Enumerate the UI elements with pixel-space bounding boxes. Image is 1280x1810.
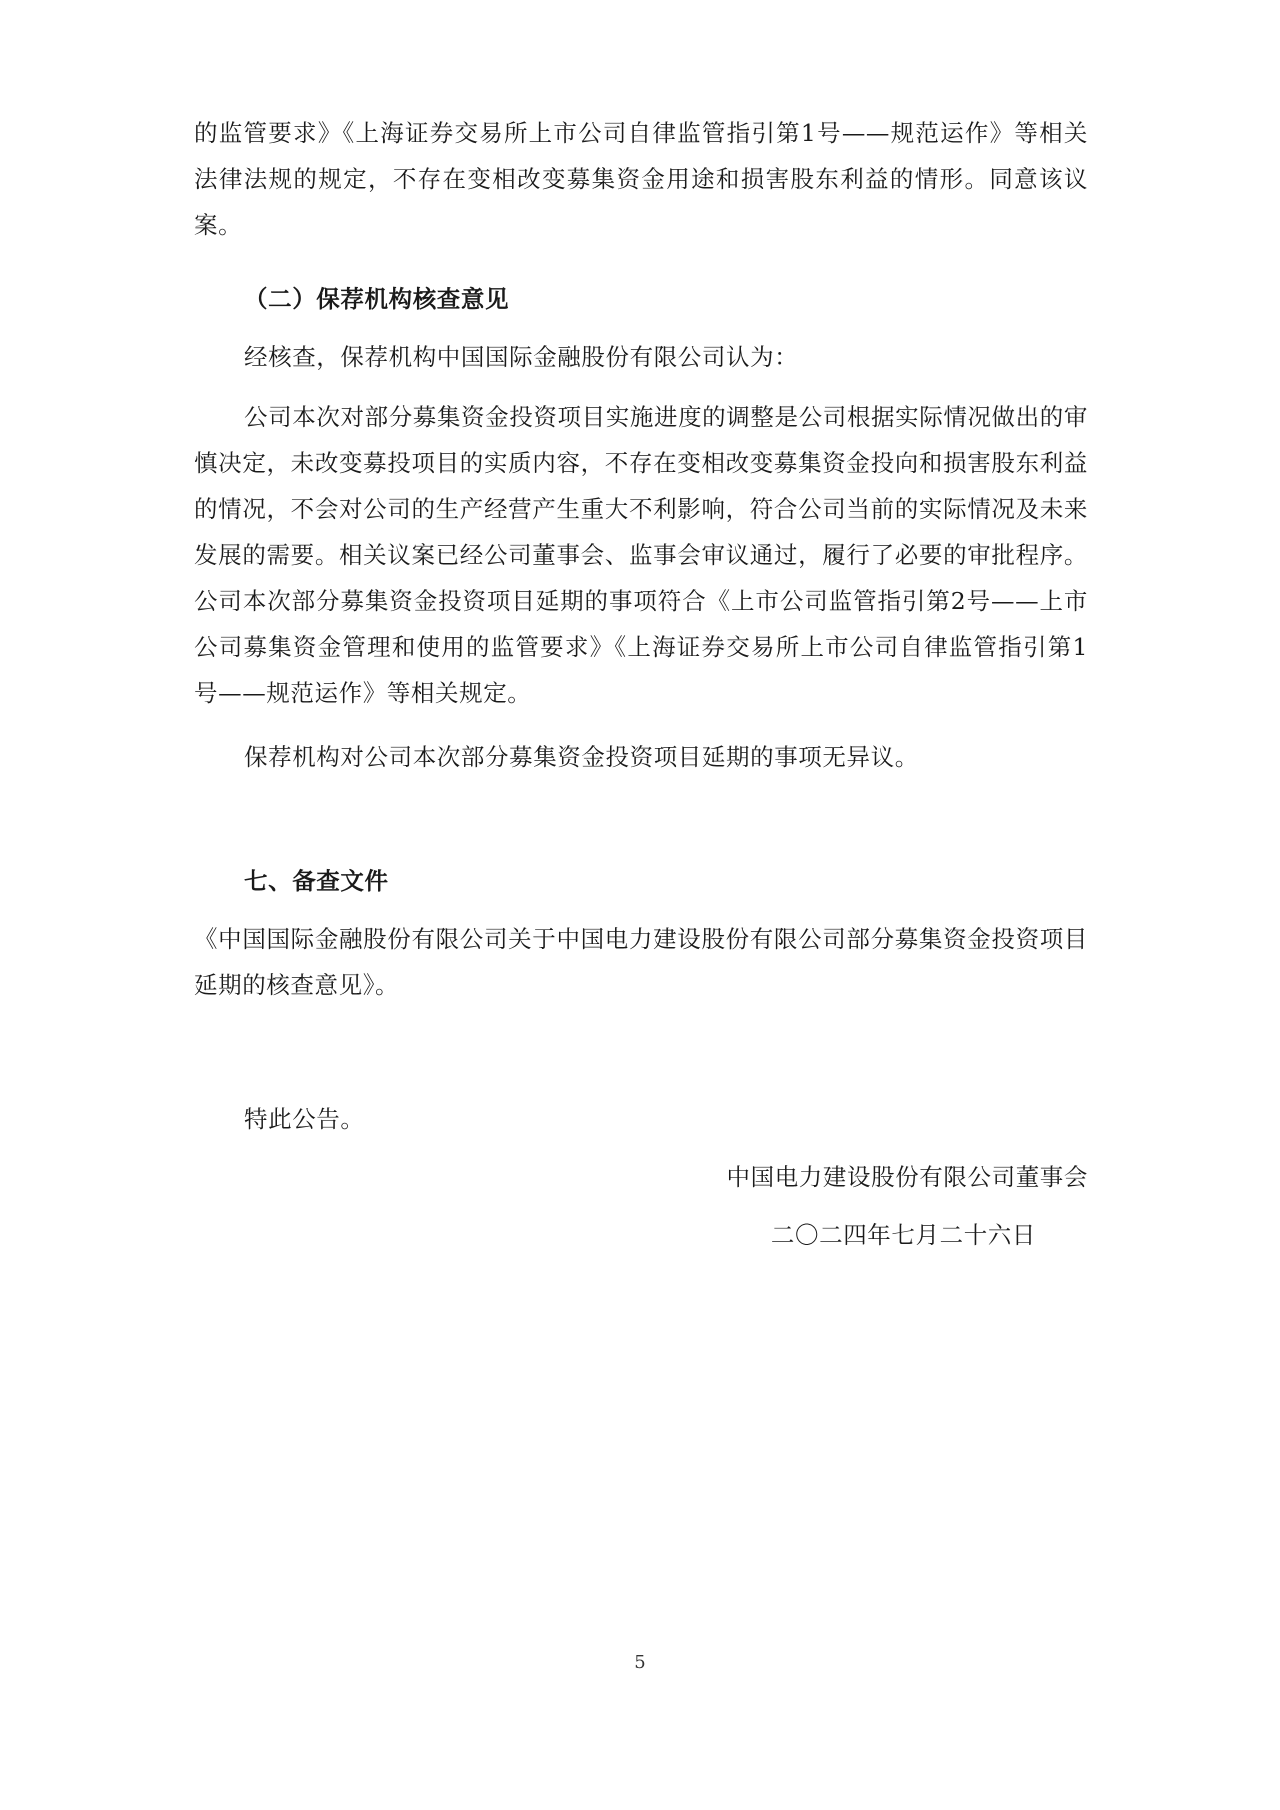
reference-files-heading: 七、备查文件 xyxy=(244,867,389,895)
page-number: 5 xyxy=(634,1652,646,1673)
sponsor-intro-paragraph: 经核查，保荐机构中国国际金融股份有限公司认为： xyxy=(244,343,799,371)
signature-line: 中国电力建设股份有限公司董事会 xyxy=(726,1163,1088,1191)
sponsor-body-paragraph: 公司本次对部分募集资金投资项目实施进度的调整是公司根据实际情况做出的审慎决定，未改变募投项目的实质内容，不存在变相改变募集资金投向和损害股东利益的情况，不会对公司的生产经营产生重大不利影响，符合公司当前的实际情况及未来发展的需要。相关议案已经公司董事会、监事会审议通过，履行了必要的审批程序。公司本次部分募集资金投资项目延期的事项符合《上市公司监管指引第2号——上市公司募集资金管理和使用的监管要求》《上海证券交易所上市公司自律监管指引第1号——规范运作》等相关规定。 xyxy=(194,403,1088,707)
reference-files-paragraph: 《中国国际金融股份有限公司关于中国电力建设股份有限公司部分募集资金投资项目延期的核查意见》。 xyxy=(194,925,1088,999)
sponsor-conclusion-paragraph: 保荐机构对公司本次部分募集资金投资项目延期的事项无异议。 xyxy=(244,743,919,771)
continuation-paragraph: 的监管要求》《上海证券交易所上市公司自律监管指引第1号——规范运作》等相关法律法规的规定，不存在变相改变募集资金用途和损害股东利益的情形。同意该议案。 xyxy=(194,119,1088,239)
date-line: 二〇二四年七月二十六日 xyxy=(770,1221,1036,1249)
sponsor-opinion-heading: （二）保荐机构核查意见 xyxy=(244,285,510,313)
announcement-text: 特此公告。 xyxy=(244,1105,365,1133)
